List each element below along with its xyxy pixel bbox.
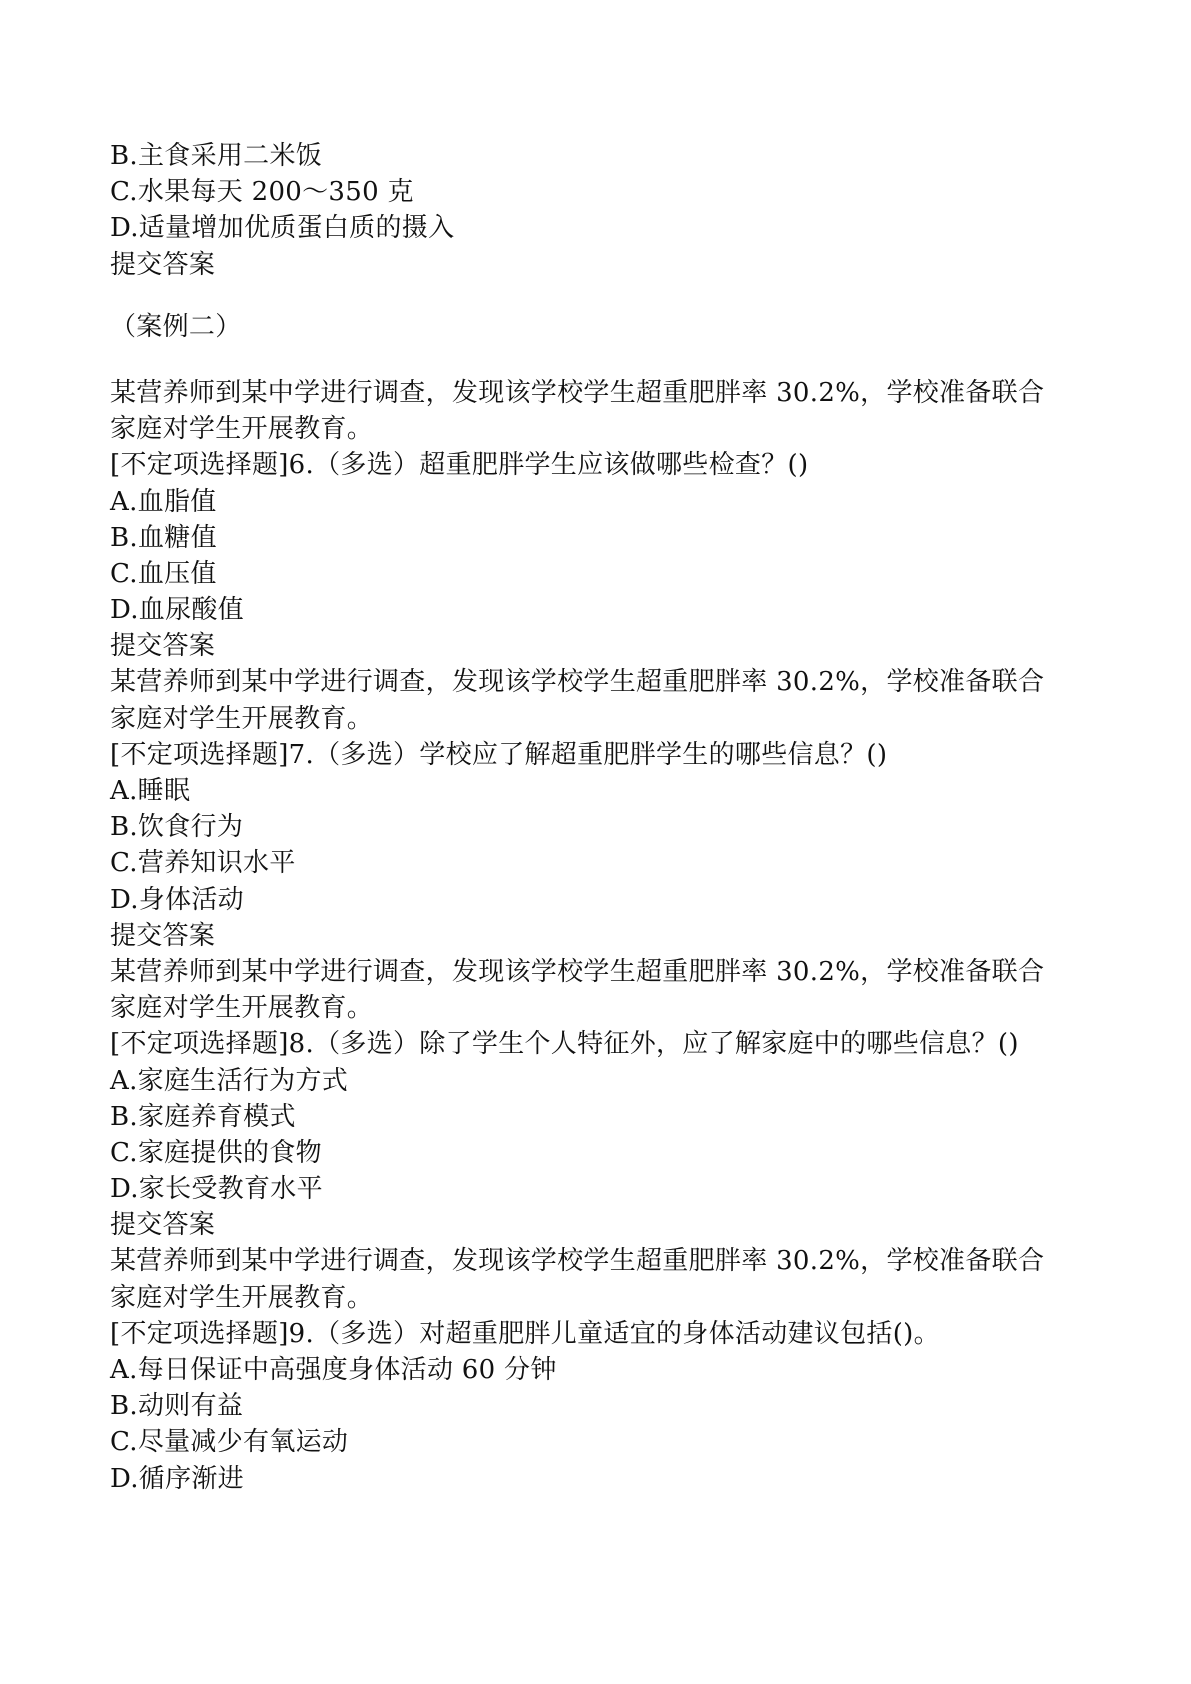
option-c[interactable]: C.营养知识水平 [110, 848, 296, 879]
option-c[interactable]: C.尽量减少有氧运动 [110, 1427, 349, 1458]
option-b[interactable]: B.主食采用二米饭 [110, 141, 323, 171]
scenario-line: 家庭对学生开展教育。 [110, 414, 374, 445]
scenario-line: 某营养师到某中学进行调查，发现该学校学生超重肥胖率 30.2%，学校准备联合 [110, 1246, 1045, 1277]
question-7 [110, 664, 1110, 954]
option-d[interactable]: D.身体活动 [110, 884, 244, 915]
scenario-line: 家庭对学生开展教育。 [110, 1282, 374, 1313]
submit-answer-link[interactable]: 提交答案 [110, 249, 216, 280]
question-6 [110, 375, 1110, 665]
option-d[interactable]: D.适量增加优质蛋白质的摄入 [110, 213, 455, 244]
case-heading: （案例二） [110, 311, 242, 342]
submit-answer-link[interactable]: 提交答案 [110, 1210, 216, 1241]
submit-answer-link[interactable]: 提交答案 [110, 920, 216, 951]
option-d[interactable]: D.家长受教育水平 [110, 1174, 323, 1205]
question-text: [不定项选择题]6.（多选）超重肥胖学生应该做哪些检查？() [110, 450, 809, 481]
scenario-line: 某营养师到某中学进行调查，发现该学校学生超重肥胖率 30.2%，学校准备联合 [110, 377, 1045, 408]
scenario-line: 某营养师到某中学进行调查，发现该学校学生超重肥胖率 30.2%，学校准备联合 [110, 956, 1045, 987]
option-c[interactable]: C.血压值 [110, 558, 217, 589]
option-c[interactable]: C.家庭提供的食物 [110, 1137, 322, 1168]
submit-answer-link[interactable]: 提交答案 [110, 631, 216, 662]
spacer [110, 345, 1110, 375]
spacer [110, 283, 1110, 309]
option-b[interactable]: B.饮食行为 [110, 812, 244, 843]
option-c[interactable]: C.水果每天 200～350 克 [110, 177, 414, 208]
option-d[interactable]: D.循序渐进 [110, 1463, 244, 1494]
option-a[interactable]: A.家庭生活行为方式 [110, 1065, 349, 1096]
question-9 [110, 1243, 1110, 1496]
option-b[interactable]: B.家庭养育模式 [110, 1101, 296, 1132]
scenario-line: 家庭对学生开展教育。 [110, 703, 374, 734]
option-a[interactable]: A.睡眠 [110, 776, 191, 806]
option-a[interactable]: A.血脂值 [110, 486, 217, 517]
option-b[interactable]: B.动则有益 [110, 1391, 244, 1422]
question-5-tail [110, 138, 1110, 283]
question-text: [不定项选择题]8.（多选）除了学生个人特征外，应了解家庭中的哪些信息？() [110, 1029, 1019, 1060]
scenario-line: 家庭对学生开展教育。 [110, 993, 374, 1024]
question-8 [110, 954, 1110, 1244]
question-text: [不定项选择题]9.（多选）对超重肥胖儿童适宜的身体活动建议包括()。 [110, 1318, 940, 1349]
option-b[interactable]: B.血糖值 [110, 522, 217, 553]
scenario-line: 某营养师到某中学进行调查，发现该学校学生超重肥胖率 30.2%，学校准备联合 [110, 667, 1045, 698]
question-text: [不定项选择题]7.（多选）学校应了解超重肥胖学生的哪些信息？() [110, 739, 888, 770]
option-a[interactable]: A.每日保证中高强度身体活动 60 分钟 [110, 1355, 557, 1385]
option-d[interactable]: D.血尿酸值 [110, 595, 244, 626]
exam-page [110, 138, 1110, 1497]
